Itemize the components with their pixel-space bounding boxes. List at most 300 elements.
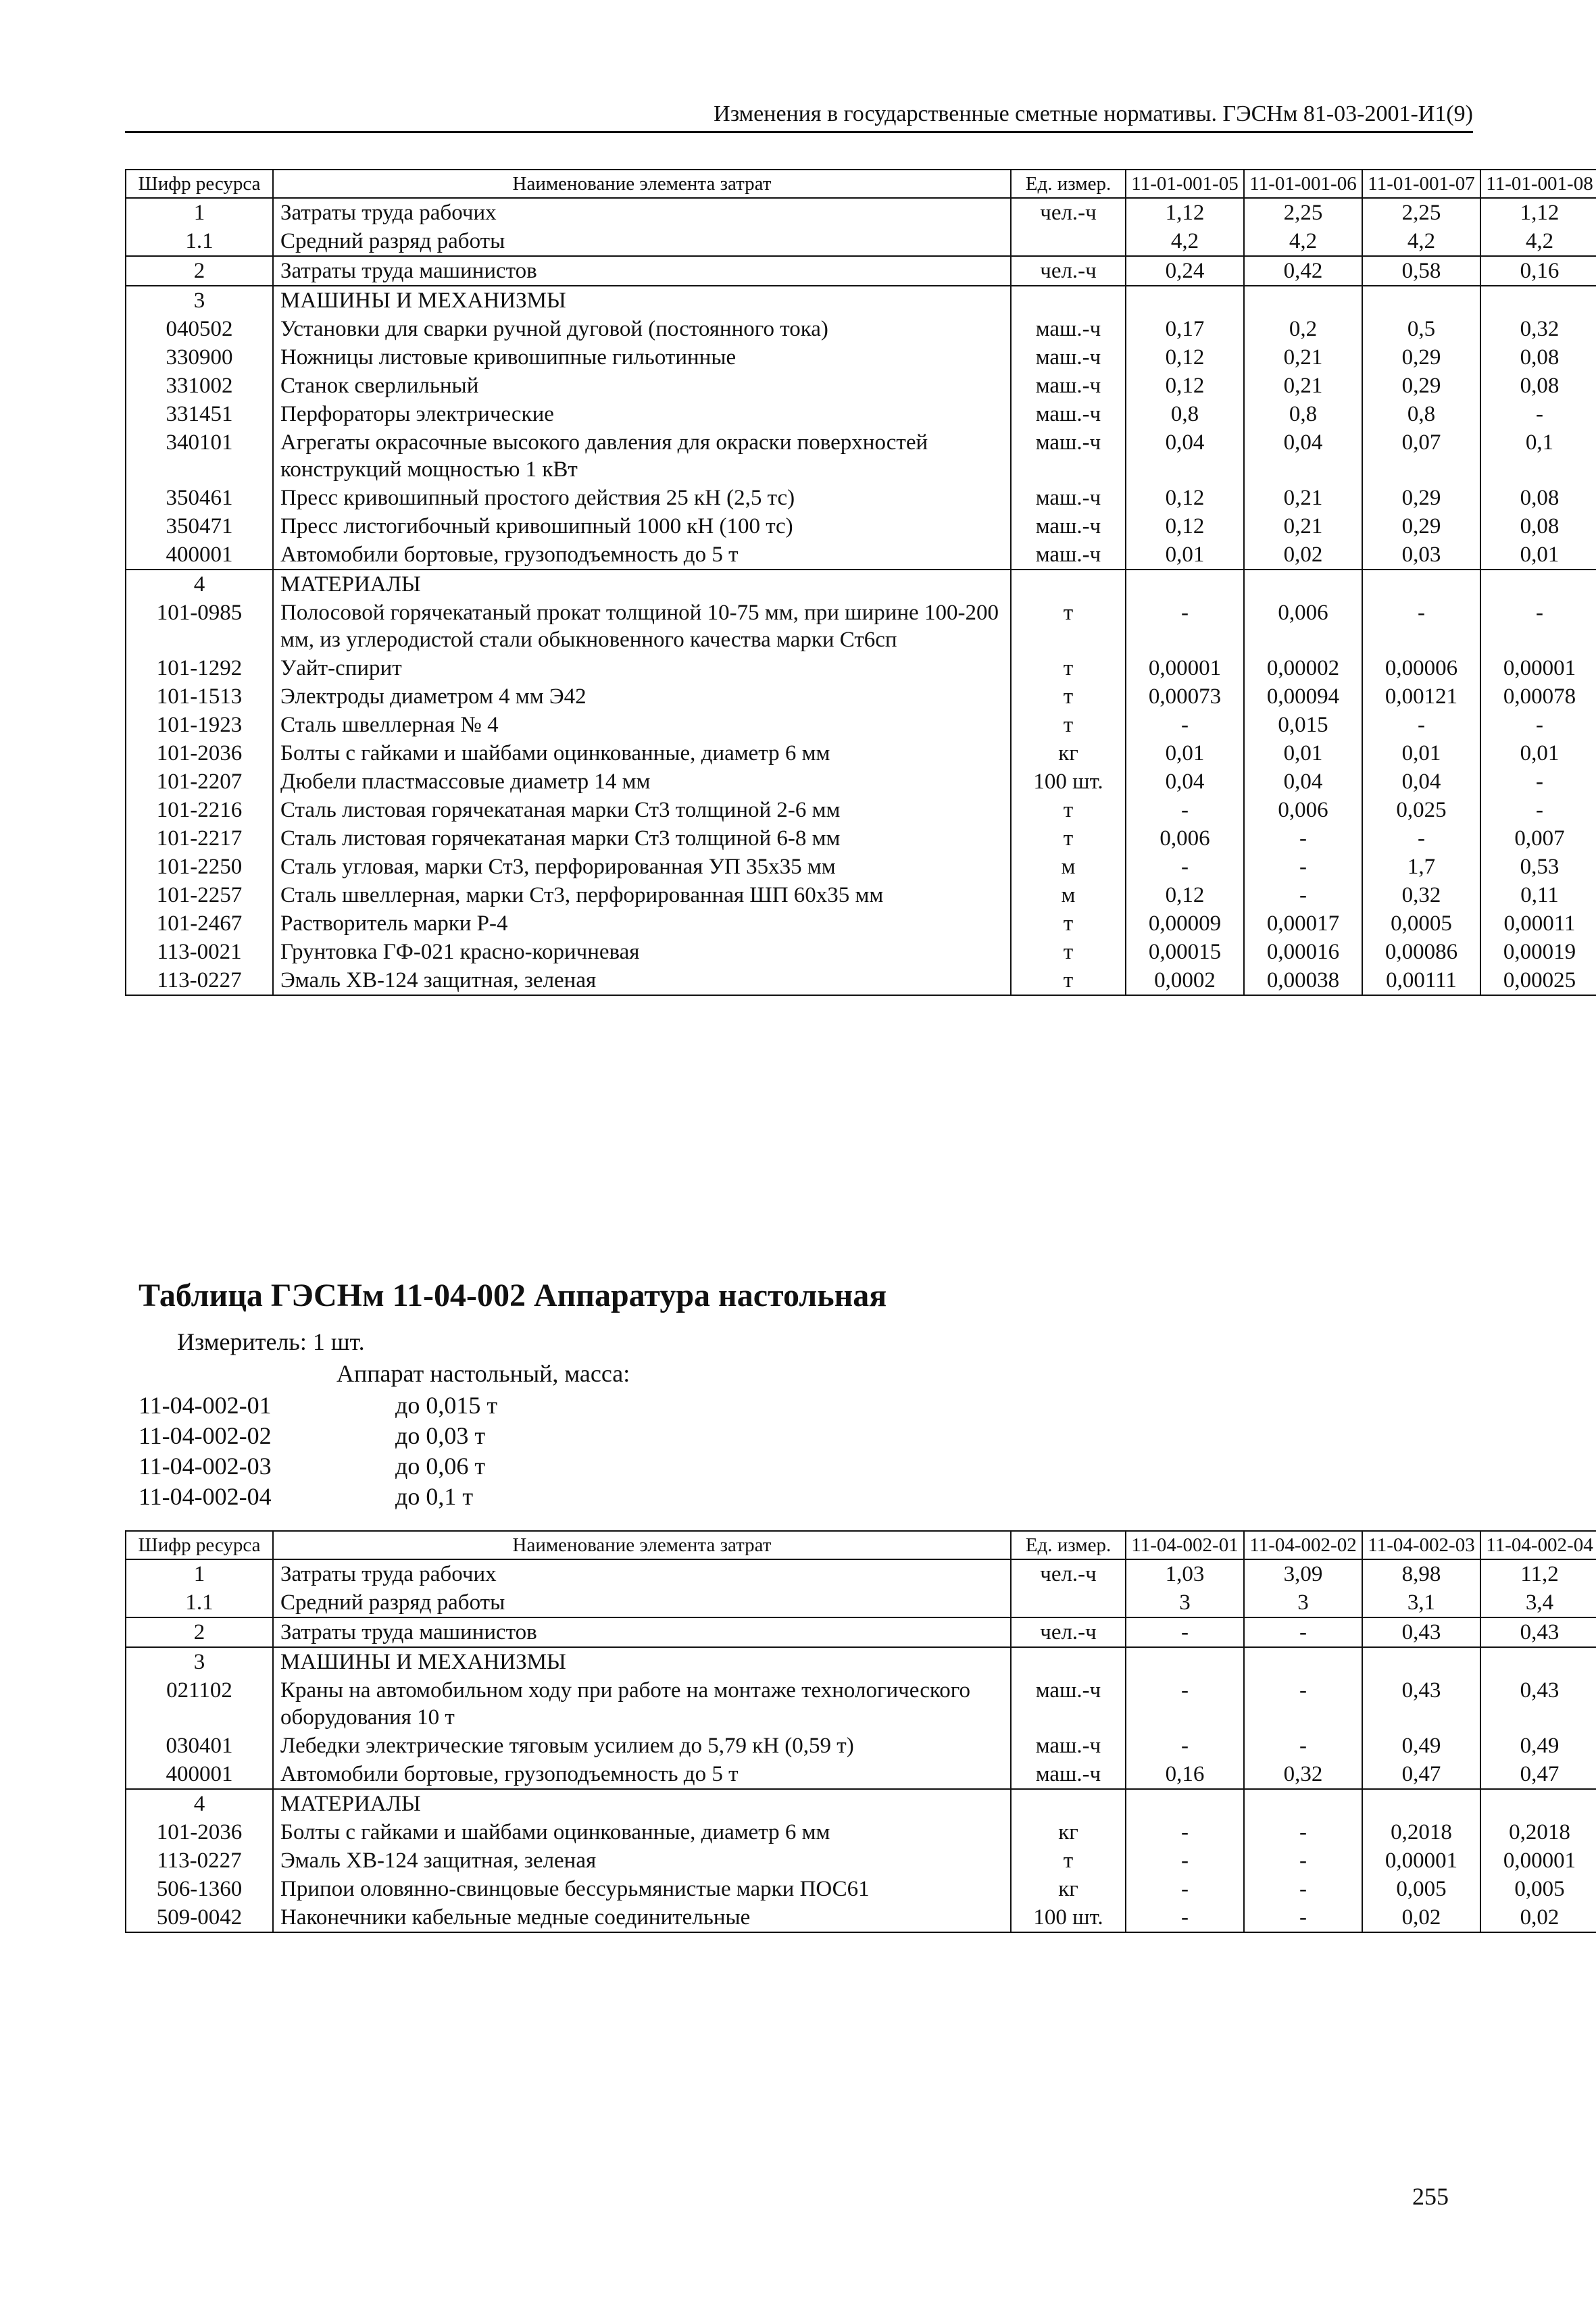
norm-value: 0,00121 [1362,682,1480,711]
resource-code: 101-2216 [126,796,273,824]
norm-value: 0,007 [1480,824,1596,853]
norm-value: 0,42 [1244,256,1362,286]
norm-value: 0,00011 [1480,909,1596,938]
table-row [126,1760,1596,1789]
table-row [126,1676,1596,1732]
norm-value [1126,1789,1244,1818]
norm-value: - [1126,853,1244,881]
table-row [126,1846,1596,1875]
norm-value: 0,0005 [1362,909,1480,938]
resource-name: Эмаль ХВ-124 защитная, зеленая [273,966,1011,995]
resource-code: 331451 [126,400,273,428]
norm-value: 0,43 [1362,1617,1480,1647]
unit-cell: т [1011,796,1126,824]
resource-code: 101-2257 [126,881,273,909]
norm-value: 0,53 [1480,853,1596,881]
norm-value: - [1244,881,1362,909]
table-row [126,198,1596,227]
table-row [126,682,1596,711]
resource-code: 4 [126,1789,273,1818]
norm-value: - [1244,1846,1362,1875]
norm-value: 0,04 [1244,768,1362,796]
norm-value: 0,00086 [1362,938,1480,966]
resource-code: 040502 [126,315,273,343]
norm-value: 0,005 [1480,1875,1596,1903]
variant-mass: до 0,1 т [395,1483,474,1510]
norm-value: 0,01 [1126,739,1244,768]
resource-code: 340101 [126,428,273,484]
norm-value: - [1244,1617,1362,1647]
resource-name: Полосовой горячекатаный прокат толщиной 10-75 мм, при ширине 100-200 мм, из углеродистой стали обыкновенного качества марки Ст6сп [273,599,1011,654]
norm-value: 3,09 [1244,1559,1362,1588]
norm-value: 1,7 [1362,853,1480,881]
unit-cell: 100 шт. [1011,1903,1126,1932]
norm-value [1480,570,1596,599]
unit-cell: чел.-ч [1011,1559,1126,1588]
variant-item [139,1451,612,1482]
norm-value: 0,08 [1480,484,1596,512]
norm-value: - [1480,768,1596,796]
norm-value: 0,12 [1126,372,1244,400]
resource-name: Болты с гайками и шайбами оцинкованные, диаметр 6 мм [273,1818,1011,1846]
col-header-norm: 11-04-002-01 [1126,1531,1244,1559]
norm-value [1126,1647,1244,1676]
variant-item [139,1482,612,1512]
norm-value: 0,8 [1244,400,1362,428]
norm-value: 0,43 [1480,1617,1596,1647]
variants-caption: Аппарат настольный, масса: [336,1360,630,1387]
resource-name: Лебедки электрические тяговым усилием до 5,79 кН (0,59 т) [273,1732,1011,1760]
norm-value: - [1362,711,1480,739]
unit-cell: маш.-ч [1011,400,1126,428]
resource-code: 030401 [126,1732,273,1760]
norm-value: 0,04 [1244,428,1362,484]
norm-value: 0,43 [1362,1676,1480,1732]
unit-cell: кг [1011,739,1126,768]
resource-code: 101-2207 [126,768,273,796]
norm-value: 1,12 [1126,198,1244,227]
resource-code: 101-1292 [126,654,273,682]
norm-value: 0,00094 [1244,682,1362,711]
table-row [126,739,1596,768]
norm-value: 0,8 [1362,400,1480,428]
norm-value: 0,07 [1362,428,1480,484]
resource-code: 1 [126,1559,273,1588]
norm-value [1126,286,1244,315]
variant-code: 11-04-002-02 [139,1422,272,1449]
norm-value: 4,2 [1244,227,1362,256]
norm-value: 0,21 [1244,484,1362,512]
norm-value: 3 [1126,1588,1244,1617]
table-row [126,512,1596,540]
norm-value: 1,12 [1480,198,1596,227]
norm-value: 0,00078 [1480,682,1596,711]
norm-value: 0,00006 [1362,654,1480,682]
norm-value: 0,00009 [1126,909,1244,938]
norm-value: - [1126,796,1244,824]
norm-value: 0,00002 [1244,654,1362,682]
resource-name: Сталь угловая, марки Ст3, перфорированная УП 35х35 мм [273,853,1011,881]
resource-table-11-01-001 [125,169,1596,996]
table-row [126,400,1596,428]
table-row [126,599,1596,654]
resource-code: 2 [126,256,273,286]
unit-cell: чел.-ч [1011,256,1126,286]
norm-value: 4,2 [1362,227,1480,256]
norm-value: - [1126,1732,1244,1760]
resource-code: 101-2036 [126,1818,273,1846]
unit-cell: т [1011,654,1126,682]
unit-cell: чел.-ч [1011,198,1126,227]
resource-code: 330900 [126,343,273,372]
norm-value: - [1126,711,1244,739]
table-row [126,1875,1596,1903]
table-row [126,1559,1596,1588]
unit-cell [1011,570,1126,599]
unit-cell: маш.-ч [1011,343,1126,372]
resource-code: 113-0227 [126,966,273,995]
table-row [126,1617,1596,1647]
norm-value: 0,005 [1362,1875,1480,1903]
norm-value: - [1362,599,1480,654]
norm-value [1244,286,1362,315]
table-row [126,909,1596,938]
norm-value: 0,01 [1480,739,1596,768]
resource-name: Затраты труда машинистов [273,256,1011,286]
norm-value: 0,16 [1480,256,1596,286]
norm-value: 0,00073 [1126,682,1244,711]
resource-name: Пресс листогибочный кривошипный 1000 кН (100 тс) [273,512,1011,540]
norm-value: - [1126,1846,1244,1875]
norm-value: 0,006 [1126,824,1244,853]
resource-code: 1 [126,198,273,227]
resource-name: Болты с гайками и шайбами оцинкованные, диаметр 6 мм [273,739,1011,768]
norm-value: 2,25 [1362,198,1480,227]
resource-code: 1.1 [126,1588,273,1617]
norm-value: - [1362,824,1480,853]
norm-value: 0,49 [1480,1732,1596,1760]
table-row [126,654,1596,682]
table-row [126,1588,1596,1617]
norm-value: 0,2018 [1480,1818,1596,1846]
table-row [126,343,1596,372]
resource-code: 113-0227 [126,1846,273,1875]
norm-value: 0,01 [1480,540,1596,570]
norm-value: 0,29 [1362,484,1480,512]
norm-value: 0,11 [1480,881,1596,909]
norm-value: 0,04 [1126,428,1244,484]
resource-name: Сталь швеллерная, марки Ст3, перфорированная ШП 60х35 мм [273,881,1011,909]
unit-cell: м [1011,853,1126,881]
section-row [126,1647,1596,1676]
table-row [126,824,1596,853]
norm-value [1126,570,1244,599]
norm-value: 0,12 [1126,343,1244,372]
norm-value: 0,04 [1362,768,1480,796]
norm-value: - [1480,400,1596,428]
table-row [126,938,1596,966]
section-row [126,570,1596,599]
norm-value: 0,17 [1126,315,1244,343]
resource-code: 4 [126,570,273,599]
norm-value: 0,00001 [1480,1846,1596,1875]
col-header-name: Наименование элемента затрат [273,1531,1011,1559]
norm-value [1244,570,1362,599]
unit-cell: т [1011,824,1126,853]
norm-value: 4,2 [1480,227,1596,256]
norm-value: - [1126,1617,1244,1647]
unit-cell: маш.-ч [1011,1760,1126,1789]
resource-code: 331002 [126,372,273,400]
norm-value: 8,98 [1362,1559,1480,1588]
table-row [126,428,1596,484]
norm-value: 0,5 [1362,315,1480,343]
norm-value: 0,16 [1126,1760,1244,1789]
resource-code: 101-2217 [126,824,273,853]
resource-code: 509-0042 [126,1903,273,1932]
norm-value: 0,006 [1244,599,1362,654]
norm-value: 0,00001 [1480,654,1596,682]
norm-value: 0,29 [1362,372,1480,400]
norm-value: 0,006 [1244,796,1362,824]
section-title: МАТЕРИАЛЫ [273,1789,1011,1818]
variant-code: 11-04-002-01 [139,1392,272,1419]
norm-value: - [1126,1903,1244,1932]
section-title: МАШИНЫ И МЕХАНИЗМЫ [273,1647,1011,1676]
norm-value: 0,00016 [1244,938,1362,966]
col-header-name: Наименование элемента затрат [273,170,1011,198]
unit-cell: т [1011,966,1126,995]
norm-value: - [1126,599,1244,654]
unit-cell: т [1011,909,1126,938]
table-row [126,1732,1596,1760]
norm-value: - [1244,1676,1362,1732]
unit-cell: т [1011,682,1126,711]
resource-name: Затраты труда машинистов [273,1617,1011,1647]
unit-cell: т [1011,711,1126,739]
norm-value: 0,49 [1362,1732,1480,1760]
unit-cell: кг [1011,1875,1126,1903]
col-header-code: Шифр ресурса [126,170,273,198]
resource-table-11-04-002 [125,1530,1596,1933]
col-header-norm: 11-01-001-06 [1244,170,1362,198]
norm-value: - [1244,1903,1362,1932]
norm-value: 0,47 [1480,1760,1596,1789]
col-header-norm: 11-01-001-07 [1362,170,1480,198]
norm-value: 2,25 [1244,198,1362,227]
norm-value: 0,12 [1126,484,1244,512]
col-header-norm: 11-04-002-02 [1244,1531,1362,1559]
resource-name: Дюбели пластмассовые диаметр 14 мм [273,768,1011,796]
table-row [126,1903,1596,1932]
unit-cell: чел.-ч [1011,1617,1126,1647]
norm-value: 0,00001 [1126,654,1244,682]
resource-code: 400001 [126,540,273,570]
norm-value: 0,32 [1480,315,1596,343]
unit-cell [1011,286,1126,315]
norm-value: 4,2 [1126,227,1244,256]
resource-name: Уайт-спирит [273,654,1011,682]
col-header-code: Шифр ресурса [126,1531,273,1559]
norm-value: 0,2 [1244,315,1362,343]
resource-code: 101-1513 [126,682,273,711]
unit-cell: маш.-ч [1011,315,1126,343]
resource-name: Автомобили бортовые, грузоподъемность до 5 т [273,1760,1011,1789]
variant-item [139,1390,612,1421]
resource-name: Эмаль ХВ-124 защитная, зеленая [273,1846,1011,1875]
norm-value: - [1480,599,1596,654]
norm-value: 0,00025 [1480,966,1596,995]
norm-value: 0,04 [1126,768,1244,796]
norm-value: 0,08 [1480,512,1596,540]
unit-cell: маш.-ч [1011,540,1126,570]
table-row [126,966,1596,995]
table-row [126,853,1596,881]
unit-cell: т [1011,599,1126,654]
resource-name: Грунтовка ГФ-021 красно-коричневая [273,938,1011,966]
norm-value: - [1480,796,1596,824]
norm-value: 0,02 [1480,1903,1596,1932]
variant-mass: до 0,03 т [395,1422,486,1449]
norm-value: 0,01 [1126,540,1244,570]
table-row [126,540,1596,570]
table-row [126,227,1596,256]
variant-item [139,1421,612,1451]
norm-value: 0,29 [1362,512,1480,540]
variant-list [139,1390,612,1512]
norm-value [1480,1789,1596,1818]
resource-name: Краны на автомобильном ходу при работе на монтаже технологического оборудования 10 т [273,1676,1011,1732]
norm-value: - [1480,711,1596,739]
norm-value: 0,21 [1244,372,1362,400]
resource-code: 2 [126,1617,273,1647]
norm-value: 11,2 [1480,1559,1596,1588]
norm-value: 3,4 [1480,1588,1596,1617]
col-header-unit: Ед. измер. [1011,1531,1126,1559]
table-header-row [126,1531,1596,1559]
table-row [126,484,1596,512]
unit-cell: т [1011,1846,1126,1875]
norm-value [1480,1647,1596,1676]
unit-cell [1011,1647,1126,1676]
resource-name: Затраты труда рабочих [273,198,1011,227]
resource-name: Установки для сварки ручной дуговой (постоянного тока) [273,315,1011,343]
unit-cell: м [1011,881,1126,909]
norm-value: 0,47 [1362,1760,1480,1789]
norm-value: - [1126,1676,1244,1732]
col-header-norm: 11-01-001-08 [1480,170,1596,198]
resource-code: 101-0985 [126,599,273,654]
norm-value [1362,286,1480,315]
resource-name: Пресс кривошипный простого действия 25 кН (2,5 тс) [273,484,1011,512]
norm-value: - [1244,1818,1362,1846]
norm-value: 0,32 [1362,881,1480,909]
norm-value: 0,29 [1362,343,1480,372]
norm-value: - [1126,1818,1244,1846]
norm-value: 0,21 [1244,512,1362,540]
norm-value [1244,1789,1362,1818]
norm-value: 1,03 [1126,1559,1244,1588]
norm-value: 0,32 [1244,1760,1362,1789]
norm-value: - [1244,1875,1362,1903]
resource-code: 021102 [126,1676,273,1732]
unit-cell: 100 шт. [1011,768,1126,796]
resource-name: Сталь листовая горячекатаная марки Ст3 толщиной 6-8 мм [273,824,1011,853]
resource-code: 113-0021 [126,938,273,966]
norm-value: 3 [1244,1588,1362,1617]
unit-cell: кг [1011,1818,1126,1846]
resource-name: Сталь листовая горячекатаная марки Ст3 толщиной 2-6 мм [273,796,1011,824]
table-row [126,1818,1596,1846]
resource-name: Припои оловянно-свинцовые бессурьмянистые марки ПОС61 [273,1875,1011,1903]
unit-cell: маш.-ч [1011,1732,1126,1760]
resource-name: Средний разряд работы [273,1588,1011,1617]
resource-name: Перфораторы электрические [273,400,1011,428]
table-row [126,256,1596,286]
norm-value: 0,08 [1480,343,1596,372]
norm-value [1244,1647,1362,1676]
norm-value: 0,00111 [1362,966,1480,995]
table-header-row [126,170,1596,198]
norm-value: 0,08 [1480,372,1596,400]
norm-value: 0,02 [1244,540,1362,570]
norm-value: 0,025 [1362,796,1480,824]
table-row [126,881,1596,909]
page-header: Изменения в государственные сметные нормативы. ГЭСНм 81-03-2001-И1(9) [125,101,1473,133]
resource-name: Агрегаты окрасочные высокого давления для окраски поверхностей конструкций мощностью 1 кВт [273,428,1011,484]
resource-code: 3 [126,286,273,315]
norm-value: 0,00015 [1126,938,1244,966]
variant-code: 11-04-002-03 [139,1453,272,1480]
col-header-unit: Ед. измер. [1011,170,1126,198]
resource-code: 400001 [126,1760,273,1789]
norm-value: 0,02 [1362,1903,1480,1932]
unit-cell: т [1011,938,1126,966]
resource-name: Станок сверлильный [273,372,1011,400]
norm-value: 0,12 [1126,881,1244,909]
norm-value: 0,00038 [1244,966,1362,995]
resource-name: Автомобили бортовые, грузоподъемность до 5 т [273,540,1011,570]
norm-value: - [1126,1875,1244,1903]
unit-cell: маш.-ч [1011,512,1126,540]
resource-code: 3 [126,1647,273,1676]
norm-value: 0,12 [1126,512,1244,540]
measure-unit: Измеритель: 1 шт. [177,1328,365,1355]
norm-value [1480,286,1596,315]
section-title: МАТЕРИАЛЫ [273,570,1011,599]
norm-value: 0,0002 [1126,966,1244,995]
norm-value: 0,01 [1362,739,1480,768]
table-row [126,711,1596,739]
norm-value: 3,1 [1362,1588,1480,1617]
norm-value: - [1244,853,1362,881]
norm-value: 0,03 [1362,540,1480,570]
col-header-norm: 11-04-002-04 [1480,1531,1596,1559]
variant-code: 11-04-002-04 [139,1483,272,1510]
resource-code: 350461 [126,484,273,512]
section-row [126,1789,1596,1818]
norm-value: 0,43 [1480,1676,1596,1732]
norm-value: 0,01 [1244,739,1362,768]
resource-code: 506-1360 [126,1875,273,1903]
norm-value: 0,00019 [1480,938,1596,966]
norm-value: 0,1 [1480,428,1596,484]
norm-value: 0,00017 [1244,909,1362,938]
unit-cell [1011,227,1126,256]
unit-cell [1011,1789,1126,1818]
norm-value [1362,570,1480,599]
norm-value: 0,24 [1126,256,1244,286]
